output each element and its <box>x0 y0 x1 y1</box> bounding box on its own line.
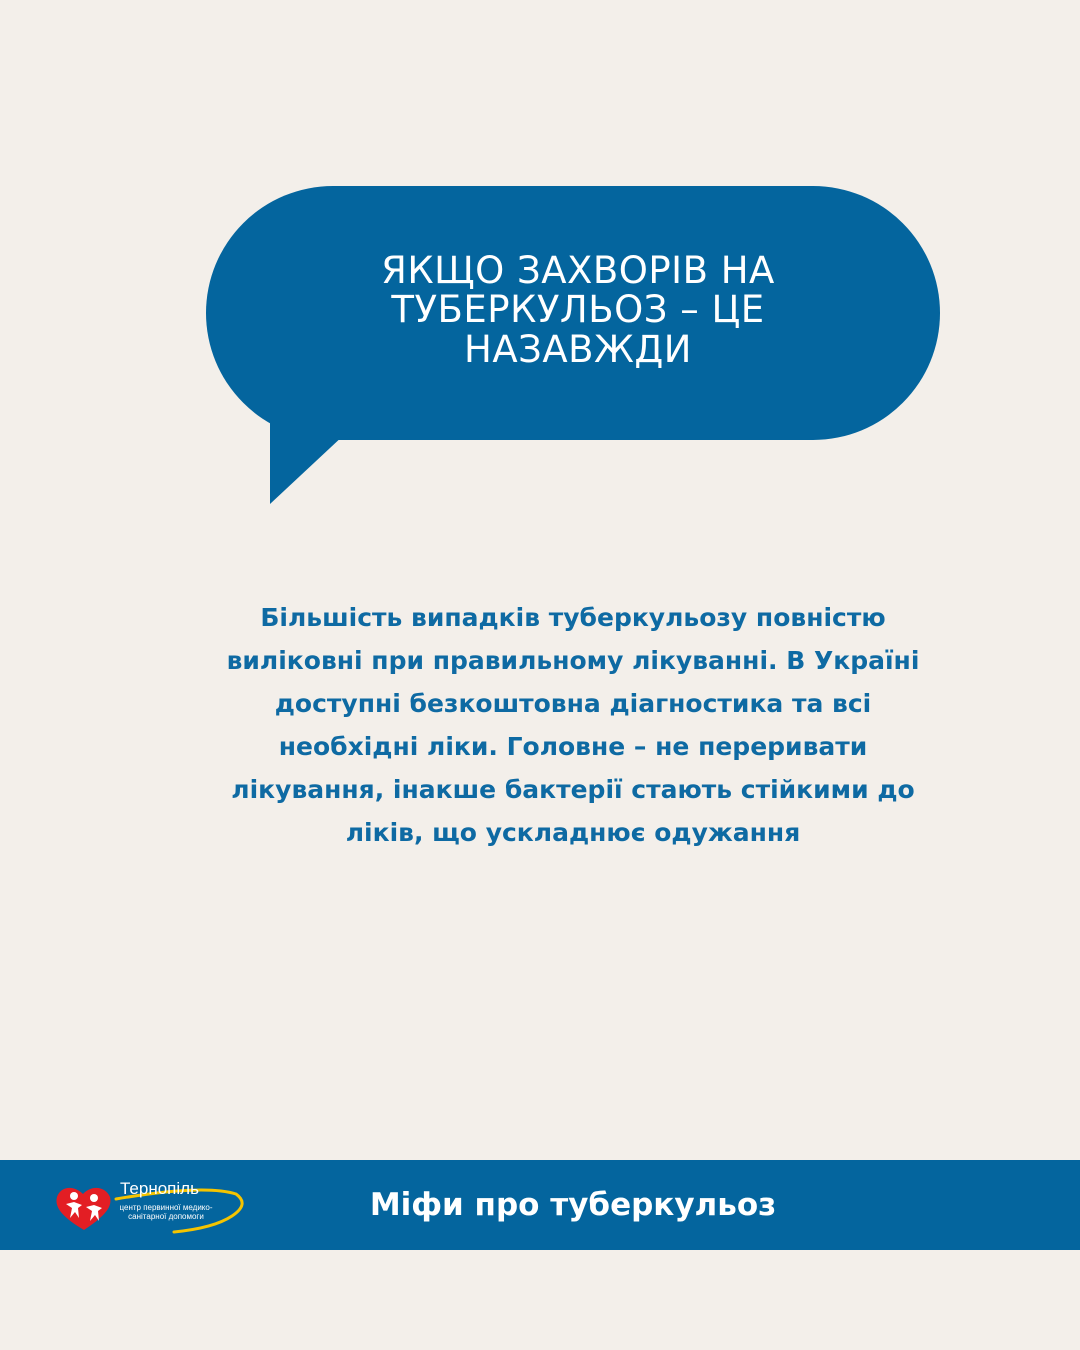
logo-city-name: Тернопіль <box>120 1179 199 1198</box>
footer-bar <box>0 1160 1080 1250</box>
series-title: Міфи про туберкульоз <box>369 1187 777 1223</box>
organization-logo <box>54 1178 246 1234</box>
logo-subtitle: центр первинної медико-санітарної допомоги <box>119 1203 213 1221</box>
fact-paragraph: Більшість випадків туберкульозу повністю виліковні при правильному лікуванні. В Україні доступні безкоштовна діагностика та всі необхідні ліки. Головне – не переривати лікування, інакше бактерії стають стійкими до ліків, що ускладнює одужання <box>226 603 920 847</box>
myth-heading-text: ЯКЩО ЗАХВОРІВ НА ТУБЕРКУЛЬОЗ – ЦЕ НАЗАВЖДИ <box>381 249 775 371</box>
myth-heading <box>206 186 940 440</box>
